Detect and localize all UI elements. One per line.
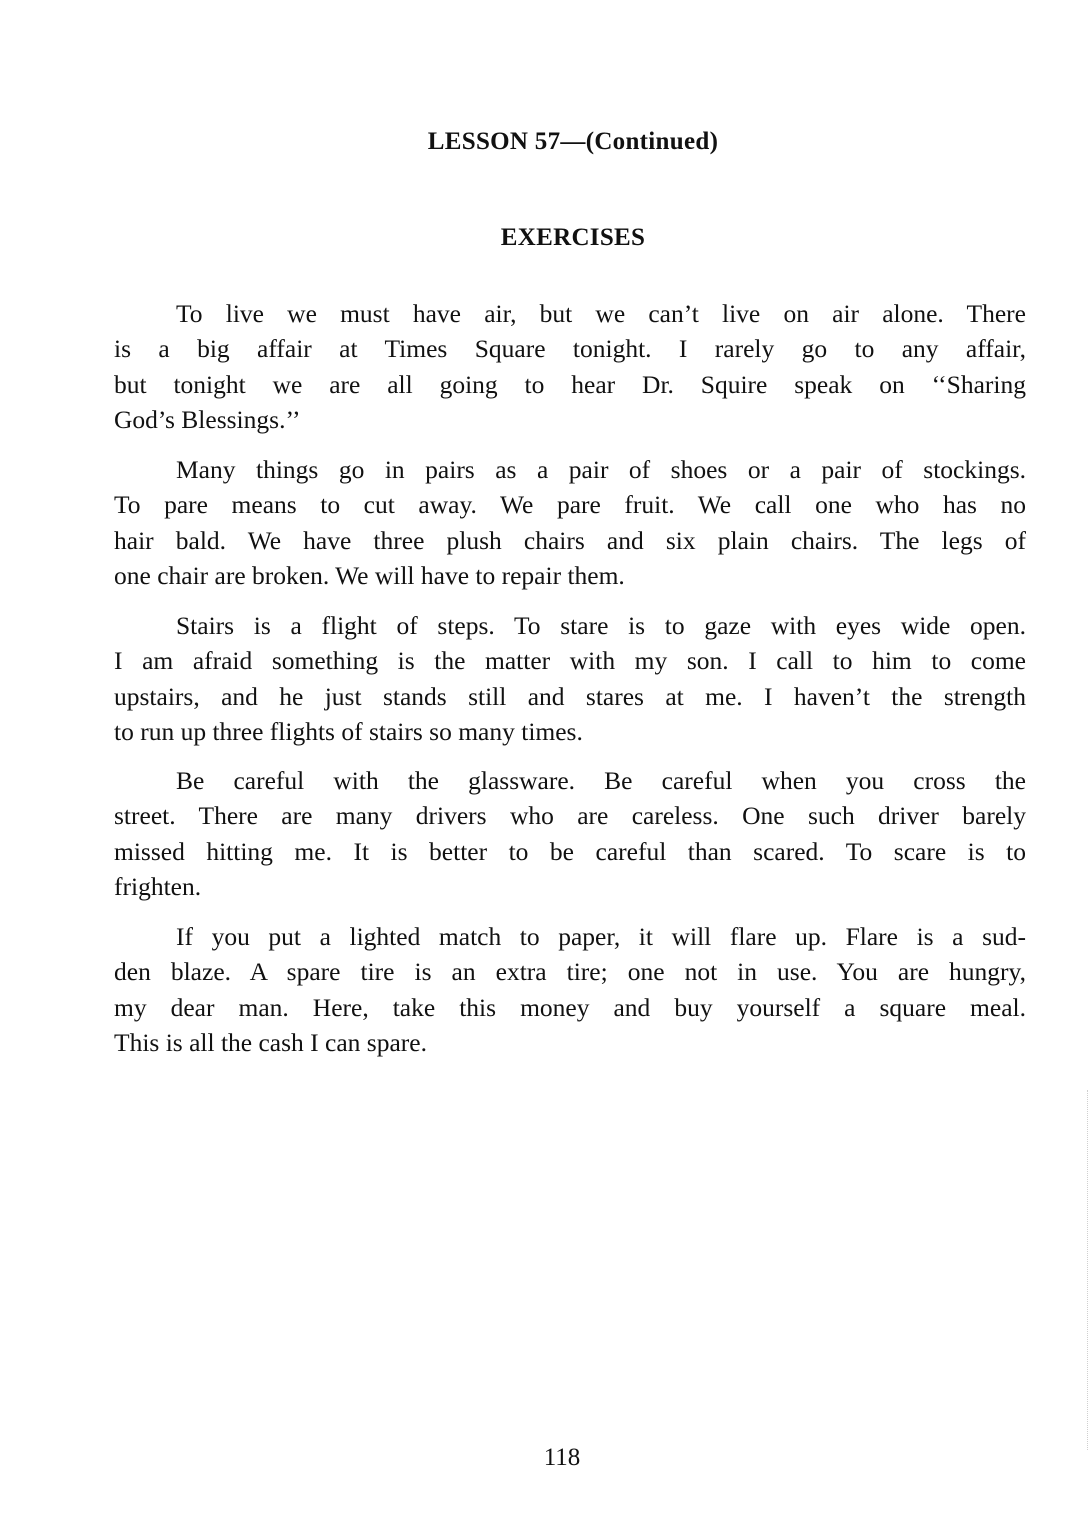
text-line: Many things go in pairs as a pair of shoes or a pair of stockings. [176, 455, 1026, 484]
lesson-title: LESSON 57—(Continued) [427, 128, 719, 155]
text-line: Be careful with the glassware. Be careful when you cross the [176, 766, 1026, 795]
text-line: hair bald. We have three plush chairs and six plain chairs. The legs of [114, 525, 1026, 555]
text-line: is a big affair at Times Square tonight. I rarely go to any affair, [114, 334, 1026, 364]
text-line: my dear man. Here, take this money and buy yourself a square meal. [114, 992, 1026, 1022]
text-line: one chair are broken. We will have to repair them. [114, 560, 625, 590]
text-line: to run up three flights of stairs so many times. [114, 716, 583, 746]
text-line: This is all the cash I can spare. [114, 1027, 427, 1057]
section-title: EXERCISES [500, 224, 646, 251]
paragraph-1 [114, 296, 1026, 437]
paragraph-5 [114, 919, 1026, 1060]
text-line: To pare means to cut away. We pare fruit. We call one who has no [114, 490, 1026, 520]
text-line: missed hitting me. It is better to be careful than scared. To scare is to [114, 836, 1026, 866]
paragraph-3 [114, 608, 1026, 749]
text-line: If you put a lighted match to paper, it will flare up. Flare is a sud- [176, 922, 1026, 951]
page-number: 118 [543, 1444, 581, 1471]
text-line: street. There are many drivers who are careless. One such driver barely [114, 801, 1026, 831]
paragraph-2 [114, 452, 1026, 593]
text-line: To live we must have air, but we can’t live on air alone. There [176, 299, 1026, 328]
text-line: frighten. [114, 871, 202, 901]
text-line: Stairs is a flight of steps. To stare is to gaze with eyes wide open. [176, 611, 1026, 640]
scan-edge-artifact [1086, 1090, 1088, 1450]
text-line: upstairs, and he just stands still and stares at me. I haven’t the strength [114, 681, 1026, 711]
text-line: God’s Blessings.’’ [114, 404, 301, 434]
text-line: den blaze. A spare tire is an extra tire; one not in use. You are hungry, [114, 957, 1026, 987]
text-line: but tonight we are all going to hear Dr. Squire speak on ‘‘Sharing [114, 369, 1026, 399]
text-line: I am afraid something is the matter with my son. I call to him to come [114, 646, 1026, 676]
paragraph-4 [114, 763, 1026, 904]
